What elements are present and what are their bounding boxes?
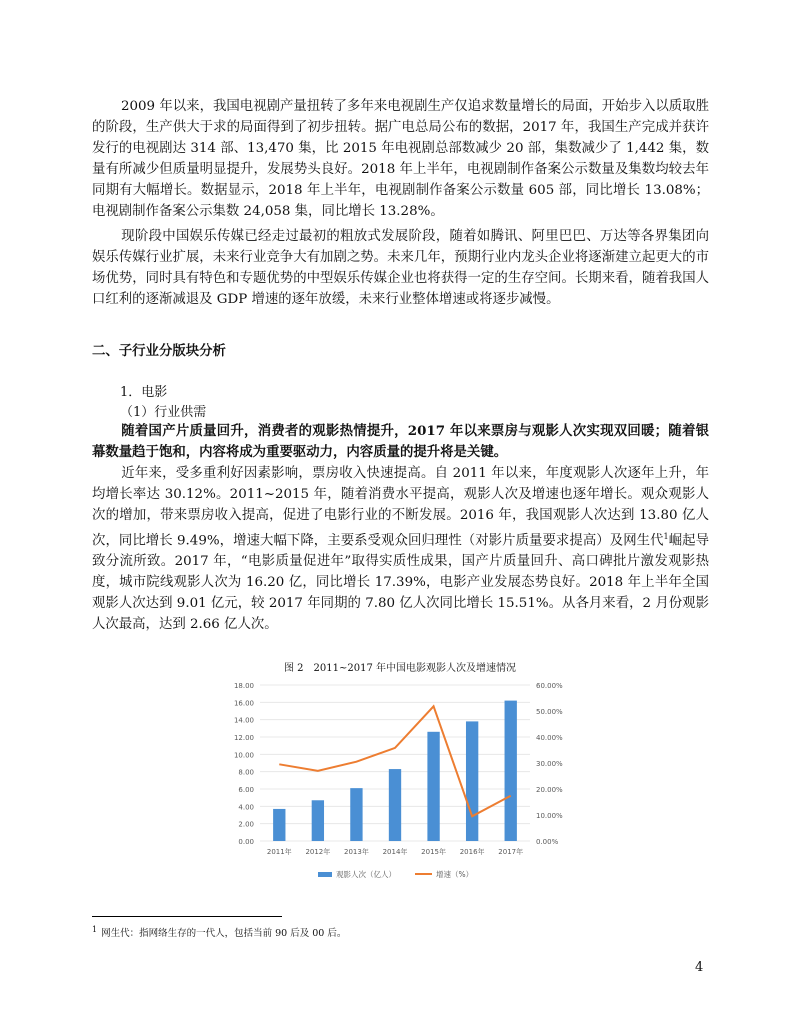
y-right-tick-label: 0.00%	[536, 838, 559, 846]
bar	[273, 809, 285, 841]
bar	[389, 769, 401, 841]
y-left-tick-label: 0.00	[238, 838, 254, 846]
bar	[466, 721, 478, 841]
y-left-tick-label: 6.00	[238, 786, 254, 794]
footnote-text: 网生代：指网络生存的一代人，包括当前 90 后及 00 后。	[101, 928, 347, 940]
y-left-tick-label: 10.00	[233, 751, 254, 760]
subheading-film: 1．电影	[120, 385, 168, 400]
y-right-tick-label: 60.00%	[536, 682, 563, 690]
footnote-ref: 1	[663, 532, 669, 541]
y-left-tick-label: 4.00	[238, 803, 254, 812]
y-left-tick-label: 14.00	[233, 716, 254, 725]
legend-bar-swatch	[318, 872, 332, 877]
legend-line-label: 增速（%）	[436, 870, 474, 879]
chart-figure	[210, 655, 590, 885]
y-right-tick-label: 20.00%	[536, 786, 563, 794]
y-left-tick-label: 16.00	[233, 699, 254, 708]
x-tick-label: 2014年	[382, 848, 408, 856]
legend-bar-label: 观影人次（亿人）	[336, 870, 396, 879]
y-right-tick-label: 30.00%	[536, 760, 563, 768]
chart-svg	[210, 673, 590, 885]
section-heading: 二、子行业分版块分析	[92, 343, 226, 359]
y-right-tick-label: 40.00%	[536, 734, 563, 742]
bar	[427, 732, 439, 841]
x-tick-label: 2012年	[305, 848, 331, 856]
paragraph-box-office: 近年来，受多重利好因素影响，票房收入快速提高。自 2011 年以来，年度观影人次逐年上升，年均增长率达 30.12%。2011~2015 年，随着消费水平提高，观影人次及增速也逐年增长。观众观影人次的增加，带来票房收入提高，促进了电影行业的不断发展。2016 年，我国观影人次达到 13.80 亿人次，同比增长 9.49%，增速大幅下降，主要系受观众回归理性（对影片质量要求提高）及网生代$^1$崛起导致分流所致。2017 年，“电影质量促进年”取得实质性成果，国产片质量回升、高口碑批片激发观影热度，城市院线观影人次为 16.20 亿，同比增长 17.39%，电影产业发展态势良好。2018 年上半年全国观影人次达到 9.01 亿元，较 2017 年同期的 7.80 亿人次同比增长 15.51%。从各月来看，2 月份观影人次最高，达到 2.66 亿人次。	[92, 466, 709, 633]
y-left-tick-label: 8.00	[238, 768, 254, 777]
subheading-supply-demand: （1）行业供需	[120, 405, 207, 420]
y-right-tick-label: 50.00%	[536, 708, 563, 716]
bar	[350, 788, 362, 841]
paragraph-key-finding: 随着国产片质量回升，消费者的观影热情提升，2017 年以来票房与观影人次实现双回暖；随着银幕数量趋于饱和，内容将成为重要驱动力，内容质量的提升将是关键。	[92, 423, 709, 460]
paragraph-entertainment-media: 现阶段中国娱乐传媒已经走过最初的粗放式发展阶段，随着如腾讯、阿里巴巴、万达等各界集团向娱乐传媒行业扩展，未来行业竞争大有加剧之势。未来几年，预期行业内龙头企业将逐渐建立起更大的市场优势，同时具有特色和专题优势的中型娱乐传媒企业也将获得一定的生存空间。长期来看，随着我国人口红利的逐渐减退及 GDP 增速的逐年放缓，未来行业整体增速或将逐步减慢。	[92, 229, 709, 307]
y-left-tick-label: 12.00	[233, 734, 254, 742]
bar	[312, 800, 324, 841]
y-right-tick-label: 10.00%	[536, 812, 563, 820]
y-left-tick-label: 18.00	[233, 682, 254, 690]
x-tick-label: 2013年	[344, 848, 369, 856]
chart-title: 图 2 2011~2017 年中国电影观影人次及增速情况	[284, 663, 516, 674]
paragraph-tv-drama: 2009 年以来，我国电视剧产量扭转了多年来电视剧生产仅追求数量增长的局面，开始步入以质取胜的阶段，生产供大于求的局面得到了初步扭转。据广电总局公布的数据，2017 年，我国生产完成并获许发行的电视剧达 314 部、13,470 集，比 2015 年电视剧总部数减少 20 部，集数减少了 1,442 集，数量有所减少但质量明显提升，发展势头良好。2018 年上半年，电视剧制作备案公示数量及集数均较去年同期有大幅增长。数据显示，2018 年上半年，电视剧制作备案公示数量 605 部，同比增长 13.08%；电视剧制作备案公示集数 24,058 集，同比增长 13.28%。	[92, 99, 709, 219]
x-tick-label: 2015年	[421, 848, 446, 856]
bar	[505, 701, 517, 841]
y-left-tick-label: 2.00	[238, 820, 254, 829]
footnote-divider	[92, 916, 282, 917]
x-tick-label: 2017年	[498, 848, 524, 856]
page-number: 4	[695, 960, 704, 975]
footnote-mark: 1	[92, 925, 98, 934]
footnote	[92, 925, 346, 939]
x-tick-label: 2016年	[459, 848, 485, 856]
x-tick-label: 2011年	[266, 848, 292, 856]
